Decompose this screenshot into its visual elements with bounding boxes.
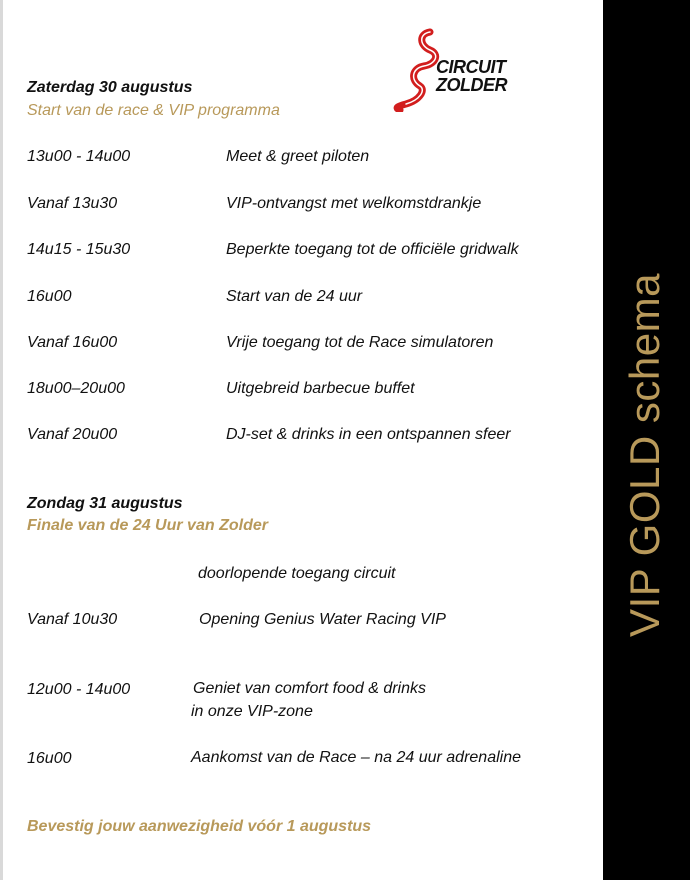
saturday-desc-6: Uitgebreid barbecue buffet [226, 380, 415, 397]
saturday-desc-5: Vrije toegang tot de Race simulatoren [226, 334, 494, 351]
logo-word-circuit: CIRCUIT [436, 57, 506, 77]
sunday-title: Zondag 31 augustus [27, 495, 183, 512]
sunday-time-4: 16u00 [27, 750, 72, 767]
saturday-time-5: Vanaf 16u00 [27, 334, 118, 351]
saturday-time-1: 13u00 - 14u00 [27, 148, 131, 165]
saturday-time-6: 18u00–20u00 [27, 380, 125, 397]
sunday-time-2: Vanaf 10u30 [27, 611, 118, 628]
saturday-desc-3: Beperkte toegang tot de officiële gridwalk [226, 241, 519, 258]
saturday-time-7: Vanaf 20u00 [27, 426, 118, 443]
page-edge [0, 0, 3, 880]
rsvp-note: Bevestig jouw aanwezigheid vóór 1 augustus [27, 818, 372, 835]
saturday-time-3: 14u15 - 15u30 [27, 241, 131, 258]
sunday-time-3: 12u00 - 14u00 [27, 681, 131, 698]
saturday-subtitle: Start van de race & VIP programma [27, 102, 280, 119]
sunday-desc-3-line2: in onze VIP-zone [191, 703, 313, 720]
saturday-desc-4: Start van de 24 uur [226, 288, 363, 305]
saturday-desc-7: DJ-set & drinks in een ontspannen sfeer [226, 426, 511, 443]
sidebar-title: VIP GOLD schema [621, 273, 668, 637]
saturday-desc-2: VIP-ontvangst met welkomstdrankje [226, 195, 482, 212]
sunday-subtitle: Finale van de 24 Uur van Zolder [27, 517, 268, 534]
sunday-desc-4: Aankomst van de Race – na 24 uur adrenaline [191, 749, 521, 766]
sunday-desc-3: Geniet van comfort food & drinks [193, 680, 426, 697]
circuit-zolder-logo [390, 28, 560, 112]
saturday-title: Zaterdag 30 augustus [27, 79, 193, 96]
saturday-time-2: Vanaf 13u30 [27, 195, 118, 212]
saturday-desc-1: Meet & greet piloten [226, 148, 370, 165]
logo-word-zolder: ZOLDER [436, 75, 507, 95]
saturday-time-4: 16u00 [27, 288, 72, 305]
sunday-desc-2: Opening Genius Water Racing VIP [199, 611, 446, 628]
sunday-desc-1: doorlopende toegang circuit [198, 565, 396, 582]
